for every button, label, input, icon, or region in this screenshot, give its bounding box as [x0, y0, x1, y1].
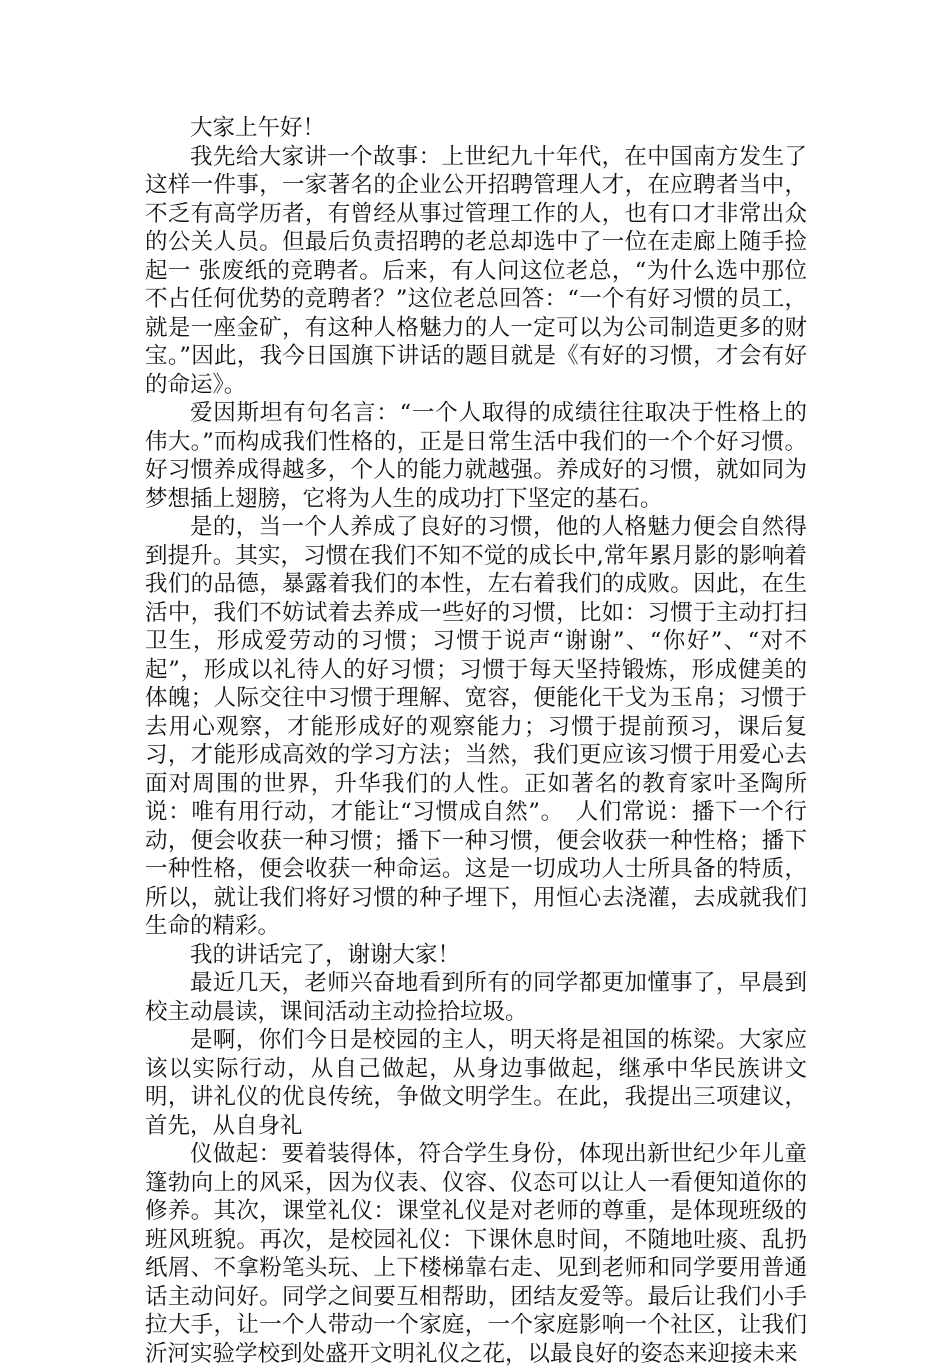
paragraph-recent-days: 最近几天，老师兴奋地看到所有的同学都更加懂事了，早晨到校主动晨读，课间活动主动捡拾垃圾。 [145, 970, 807, 1025]
paragraph-habits: 是的，当一个人养成了良好的习惯，他的人格魅力便会自然得到提升。其实，习惯在我们不知不觉的成长中,常年累月影的影响着我们的品德，暴露着我们的本性，左右着我们的成败。因此，在生活中，我们不妨试着去养成一些好的习惯，比如：习惯于主动打扫卫生，形成爱劳动的习惯；习惯于说声“谢谢”、“你好”、“对不起”，形成以礼待人的好习惯；习惯于每天坚持锻炼，形成健美的体魄；人际交往中习惯于理解、宽容，便能化干戈为玉帛；习惯于去用心观察，才能形成好的观察能力；习惯于提前预习，课后复习，才能形成高效的学习方法；当然，我们更应该习惯于用爱心去面对周围的世界，升华我们的人性。正如著名的教育家叶圣陶所说：唯有用行动，才能让“习惯成自然”。 人们常说：播下一个行动，便会收获一种习惯；播下一种习惯，便会收获一种性格；播下一种性格，便会收获一种命运。这是一切成功人士所具备的特质，所以，就让我们将好习惯的种子埋下，用恒心去浇灌，去成就我们生命的精彩。 [145, 514, 807, 939]
paragraph-story: 我先给大家讲一个故事：上世纪九十年代，在中国南方发生了这样一件事，一家著名的企业公开招聘管理人才，在应聘者当中，不乏有高学历者，有曾经从事过管理工作的人，也有口才非常出众的公关人员。但最后负责招聘的老总却选中了一位在走廊上随手捡起一 张废纸的竞聘者。后来，有人问这位老总，“为什么选中那位不占任何优势的竞聘者？”这位老总回答：“一个有好习惯的员工，就是一座金矿，有这种人格魅力的人一定可以为公司制造更多的财宝。”因此，我今日国旗下讲话的题目就是《有好的习惯，才会有好的命运》。 [145, 143, 807, 398]
paragraph-greeting: 大家上午好！ [190, 115, 326, 141]
paragraph-suggestions: 是啊，你们今日是校园的主人，明天将是祖国的栋梁。大家应该以实际行动，从自己做起，从身边事做起，继承中华民族讲文明，讲礼仪的优良传统，争做文明学生。在此，我提出三项建议，首先，从自身礼 [145, 1027, 807, 1139]
paragraph-einstein-quote: 爱因斯坦有句名言：“一个人取得的成绩往往取决于性格上的伟大。”而构成我们性格的，正是日常生活中我们的一个个好习惯。好习惯养成得越多，个人的能力就越强。养成好的习惯，就如同为梦想插上翅膀，它将为人生的成功打下坚定的基石。 [145, 400, 807, 512]
paragraph-etiquette: 仪做起：要着装得体，符合学生身份，体现出新世纪少年儿童篷勃向上的风采，因为仪表、仪容、仪态可以让人一看便知道你的修养。其次，课堂礼仪：课堂礼仪是对老师的尊重，是体现班级的班风班貌。再次，是校园礼仪：下课休息时间，不随地吐痰、乱扔纸屑、不拿粉笔头玩、上下楼梯靠右走、见到老师和同学要用普通话主动问好。同学之间要互相帮助，团结友爱等。最后让我们小手拉大手，让一个人带动一个家庭，一个家庭影响一个社区，让我们沂河实验学校到处盛开文明礼仪之花，以最良好的姿态来迎接未来 [145, 1141, 807, 1367]
document-body [145, 114, 807, 1368]
paragraph-closing: 我的讲话完了，谢谢大家！ [190, 941, 461, 968]
